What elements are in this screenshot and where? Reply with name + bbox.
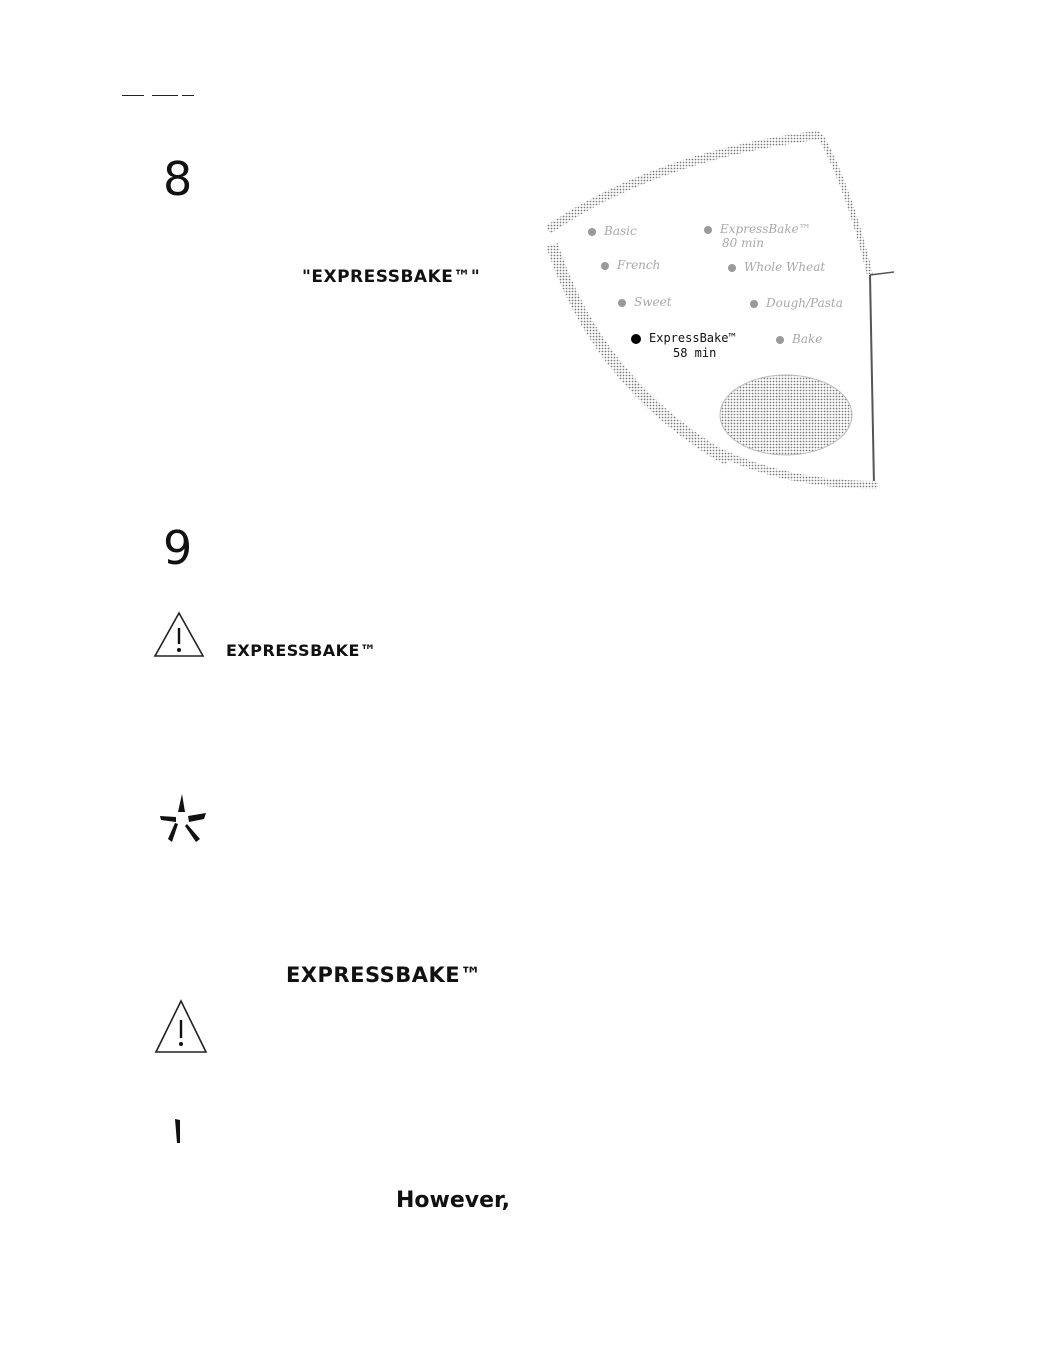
step-8-brand-label: "EXPRESSBAKE™" — [302, 267, 481, 287]
step-9-number: 9 — [163, 521, 193, 575]
mode-expressbake-58-label: ExpressBake™ — [649, 331, 736, 345]
mode-expressbake-80-label: ExpressBake™ — [720, 222, 811, 236]
mode-whole-wheat-label: Whole Wheat — [744, 260, 826, 274]
header-dash — [152, 95, 178, 96]
mode-indicator-dot — [618, 299, 626, 307]
mode-bake-label: Bake — [792, 332, 823, 346]
mode-dough-pasta-label: Dough/Pasta — [766, 296, 843, 310]
mode-indicator-dot — [728, 264, 736, 272]
mode-french — [601, 259, 660, 271]
control-panel-outline — [538, 125, 918, 500]
section-brand-heading: EXPRESSBAKE™ — [286, 963, 482, 987]
header-dash — [182, 95, 194, 96]
caution-brand-label: EXPRESSBAKE™ — [226, 641, 377, 660]
warning-triangle-icon — [152, 610, 206, 660]
mode-indicator-dot — [704, 226, 712, 234]
mode-expressbake-80 — [704, 223, 811, 249]
mode-dough-pasta — [750, 297, 843, 309]
however-text: However, — [396, 1188, 511, 1213]
warning-triangle-icon — [153, 998, 209, 1056]
step-8-number: 8 — [163, 152, 193, 206]
mode-french-label: French — [617, 258, 661, 272]
mode-whole-wheat — [728, 261, 825, 273]
mode-sweet — [618, 296, 672, 308]
mode-basic-label: Basic — [604, 224, 637, 238]
mode-expressbake-80-time: 80 min — [722, 236, 765, 250]
exclamation-note-icon — [173, 1117, 183, 1145]
mode-expressbake-58-selected — [631, 332, 736, 359]
mode-indicator-dot — [588, 228, 596, 236]
mode-bake — [776, 333, 822, 345]
mode-indicator-dot — [776, 336, 784, 344]
mode-indicator-dot — [750, 300, 758, 308]
mode-expressbake-58-time: 58 min — [673, 346, 717, 360]
header-dash — [122, 95, 144, 96]
mode-sweet-label: Sweet — [634, 295, 672, 309]
control-panel-illustration — [538, 125, 918, 500]
mode-selected-dot — [631, 334, 641, 344]
display-oval — [720, 375, 852, 455]
mode-basic — [588, 225, 637, 237]
asterisk-tip-icon — [158, 792, 208, 844]
mode-indicator-dot — [601, 262, 609, 270]
